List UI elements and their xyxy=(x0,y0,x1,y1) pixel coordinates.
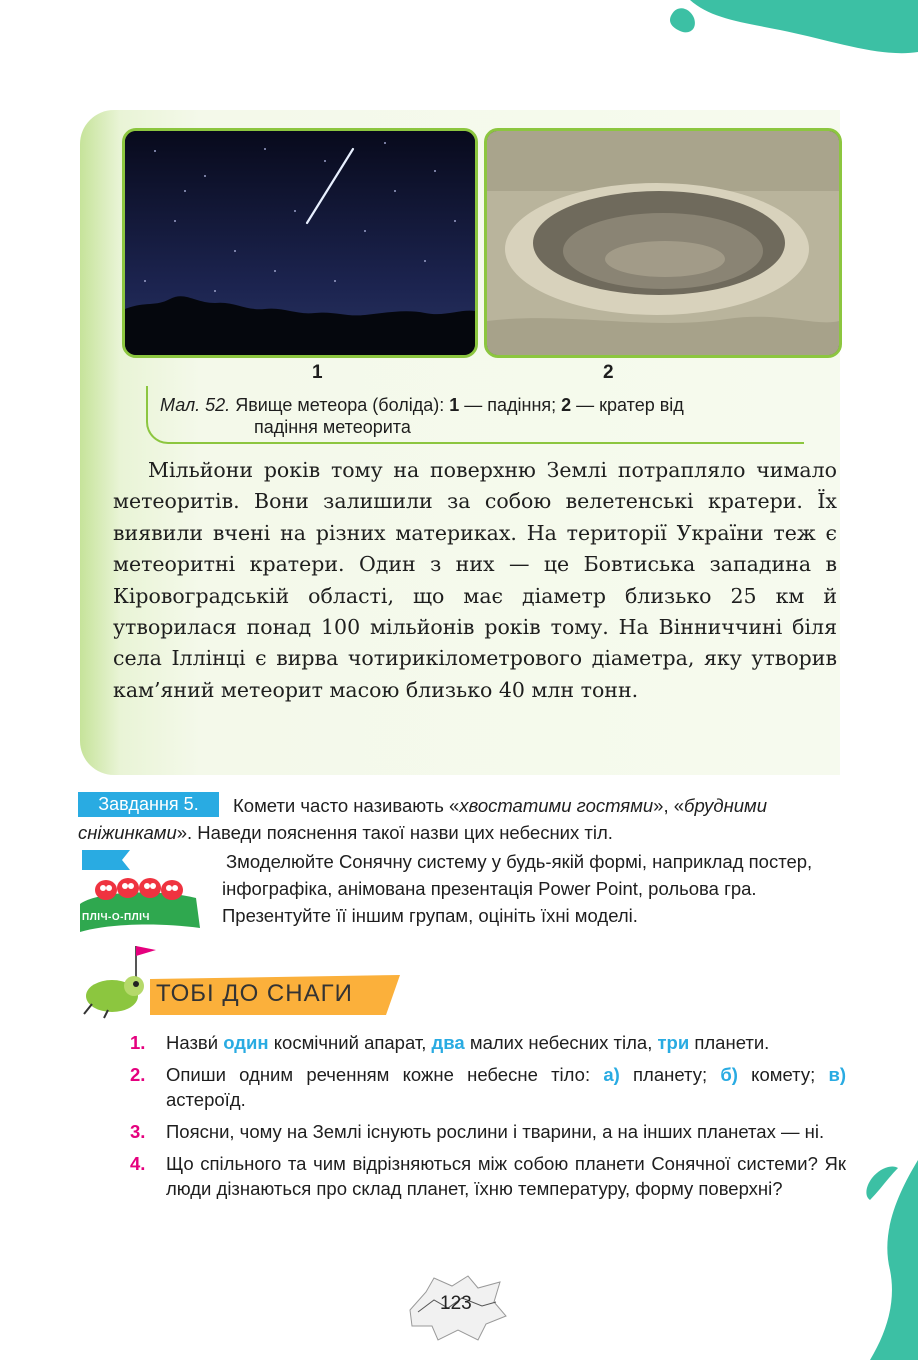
pair-work-badge: ПЛІЧ-О-ПЛІЧ xyxy=(82,912,150,923)
caption-num-1: 1 xyxy=(449,395,460,415)
task-italic-2: брудними сніжинками xyxy=(78,795,768,843)
main-paragraph-block xyxy=(113,455,837,706)
caption-num-2: 2 xyxy=(561,395,572,415)
question-text: планету; xyxy=(619,1064,721,1085)
question-text: комету; xyxy=(737,1064,829,1085)
meteor-night-sky-icon xyxy=(125,131,475,355)
question-item xyxy=(130,1151,846,1201)
caption-text-1: Явище метеора (боліда): xyxy=(230,395,450,415)
task-text-3: ». Наведи пояснення такої назви цих небесних тіл. xyxy=(176,822,613,843)
task-italic-1: хвостатими гостями xyxy=(459,795,654,816)
caption-line-2: падіння метеорита xyxy=(254,417,411,437)
question-number: 3. xyxy=(130,1121,146,1142)
question-number: 2. xyxy=(130,1064,146,1085)
question-text: космічний апарат, xyxy=(268,1032,432,1053)
question-text: Опиши одним реченням кожне небесне тіло: xyxy=(166,1064,604,1085)
meteor-photo xyxy=(122,128,478,358)
question-highlight: два xyxy=(431,1032,465,1053)
question-highlight: три xyxy=(657,1032,690,1053)
question-text: Поясни, чому на Землі існують рослини і тварини, а на інших планетах — ні. xyxy=(166,1121,825,1142)
question-list xyxy=(130,1030,846,1208)
photo-2-number: 2 xyxy=(603,362,614,383)
meteor-crater-icon xyxy=(487,131,839,355)
pair-work-text: Змоделюйте Сонячну систему у будь-якій формі, наприклад постер, інфографіка, анімована презентація Power Point, рольова гра. Презентуйте її іншим групам, оцініть їхні моделі. xyxy=(222,851,813,926)
question-number: 4. xyxy=(130,1153,146,1174)
task-text-1: Комети часто називають « xyxy=(233,795,460,816)
question-item xyxy=(130,1119,846,1144)
figure-caption xyxy=(160,394,840,438)
question-text: малих небесних тіла, xyxy=(464,1032,658,1053)
task-label: Завдання 5. xyxy=(78,792,219,817)
crater-photo xyxy=(484,128,842,358)
question-highlight: а) xyxy=(603,1064,620,1085)
question-text: Назви́ xyxy=(166,1032,224,1053)
question-text: Що спільного та чим відрізняються між собою планети Сонячної системи? Як люди дізнаються про склад планет, їхню температуру, форму поверхні? xyxy=(166,1153,846,1199)
question-highlight: в) xyxy=(828,1064,846,1085)
question-text: астероїд. xyxy=(166,1089,246,1110)
question-text: планети. xyxy=(689,1032,770,1053)
task-text-2: », « xyxy=(653,795,685,816)
section-title: ТОБІ ДО СНАГИ xyxy=(156,980,353,1007)
task-5 xyxy=(78,792,848,846)
question-highlight: б) xyxy=(720,1064,738,1085)
main-paragraph: Мільйони років тому на поверхню Землі потрапляло чимало метеоритів. Вони залишили за собою велетенські кратери. Їх виявили вчені на різних материках. На території України теж є метеоритні кратери. Один з них — це Бовтиська западина в Кіровоградській області, що має діаметр близько 25 км й утворилася понад 100 мільйонів років тому. На Вінниччині біля села Іллінці є вирва чотирикілометрового діаметра, яку утворив кам’яний метеорит масою близько 40 млн тонн. xyxy=(113,458,837,702)
question-number: 1. xyxy=(130,1032,146,1053)
caption-label: Мал. 52. xyxy=(160,395,231,415)
photo-1-number: 1 xyxy=(312,362,323,383)
caption-text-2: — падіння; xyxy=(459,395,562,415)
bottom-wave-decoration xyxy=(840,1160,918,1360)
question-highlight: один xyxy=(223,1032,269,1053)
caption-text-3: — кратер від xyxy=(571,395,684,415)
page-number: 123 xyxy=(440,1293,472,1314)
question-item xyxy=(130,1062,846,1112)
top-wave-decoration xyxy=(660,0,918,60)
question-item xyxy=(130,1030,846,1055)
